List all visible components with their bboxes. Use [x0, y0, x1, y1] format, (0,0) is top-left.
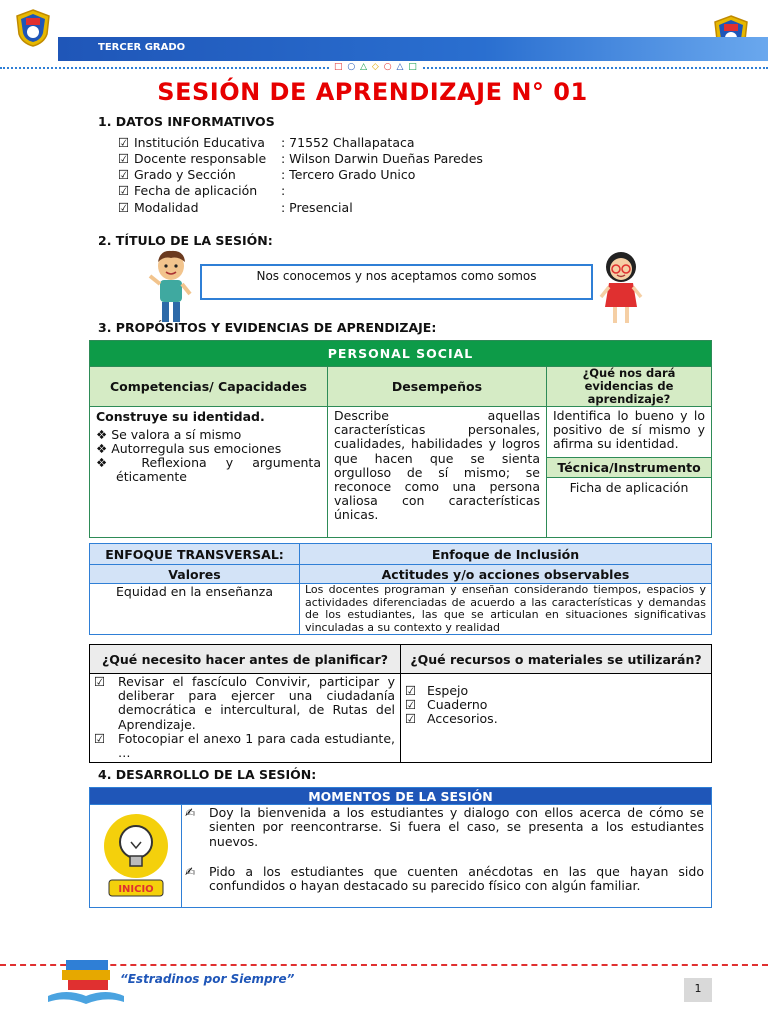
decorative-shapes: [330, 62, 422, 72]
evidencia-text: Identifica lo bueno y lo positivo de sí mismo y afirma su identidad.: [553, 408, 705, 451]
planning-table: [89, 644, 712, 763]
question-planificar: ¿Qué necesito hacer antes de planificar?: [90, 645, 401, 674]
checkbox-icon: ☑: [118, 200, 130, 215]
inicio-content: [182, 805, 712, 908]
info-row: [118, 135, 415, 150]
session-title-box: [200, 264, 593, 300]
hand-writing-icon: ✍: [185, 805, 196, 820]
diamond-bullet-icon: ❖: [96, 455, 142, 470]
shape-icon: □: [334, 62, 344, 72]
recursos-cell: [401, 674, 712, 763]
shape-icon: □: [408, 62, 418, 72]
valor-cell: Equidad en la enseñanza: [90, 584, 300, 635]
session-table: [89, 787, 712, 908]
section-heading-propositos: 3. PROPÓSITOS Y EVIDENCIAS DE APRENDIZAJE:: [98, 320, 437, 335]
desempeno-cell: Describe aquellas características personales, cualidades, habilidades y logros que hacen que se sienta orgulloso de sí mismo; se reconoce como una persona valiosa con características únicas.: [328, 407, 547, 538]
col-evidencias: ¿Qué nos dará evidencias de aprendizaje?: [547, 367, 712, 407]
info-value: : Wilson Darwin Dueñas Paredes: [281, 151, 483, 166]
list-item: ❖ Se valora a sí mismo: [96, 427, 242, 442]
info-label: Institución Educativa: [134, 135, 265, 150]
books-illustration: [46, 952, 126, 1011]
list-item: ☑ Cuaderno: [405, 697, 488, 713]
checkbox-icon: ☑: [118, 151, 130, 166]
info-value: :: [281, 183, 286, 198]
checkbox-icon: ☑: [405, 711, 417, 727]
shape-icon: ○: [383, 62, 393, 72]
checkbox-icon: ☑: [405, 697, 417, 713]
capacidades-list: [96, 428, 321, 484]
page-title: SESIÓN DE APRENDIZAJE N° 01: [157, 78, 588, 106]
section-heading-titulo: 2. TÍTULO DE LA SESIÓN:: [98, 233, 273, 248]
diamond-bullet-icon: ❖: [96, 441, 112, 456]
list-item: ✍ Doy la bienvenida a los estudiantes y dialogo con ellos acerca de cómo se sienten por reencontrarse. Si fuera el caso, se presenta a los estudiantes nuevos.: [185, 805, 704, 849]
checkbox-icon: ☑: [405, 683, 417, 698]
info-row: [118, 167, 415, 182]
list-item: ❖ Reflexiona y argumenta éticamente: [96, 455, 321, 484]
info-label: Grado y Sección: [134, 167, 236, 182]
diamond-bullet-icon: ❖: [96, 427, 112, 442]
list-item: ☑ Accesorios.: [405, 711, 498, 727]
session-title: Nos conocemos y nos aceptamos como somos: [256, 269, 537, 283]
inicio-label: INICIO: [117, 883, 154, 895]
shape-icon: ◇: [371, 62, 380, 72]
info-label: Docente responsable: [134, 151, 267, 166]
lightbulb-icon: [101, 812, 171, 898]
actitud-cell: Los docentes programan y enseñan considerando tiempos, espacios y actividades diferenciadas de acuerdo a las características y demandas de los estudiantes, las que se articulan en situaciones significativas vinculadas a su contexto y realidad: [300, 584, 712, 635]
evidencia-cell: [547, 407, 712, 538]
boy-illustration: [146, 248, 196, 329]
section-heading-datos: 1. DATOS INFORMATIVOS: [98, 114, 275, 129]
info-label: Modalidad: [134, 200, 199, 215]
info-label: Fecha de aplicación: [134, 183, 258, 198]
checkbox-icon: ☑: [94, 730, 106, 746]
checkbox-icon: ☑: [118, 135, 130, 150]
footer-slogan: “Estradinos por Siempre”: [120, 972, 295, 986]
acciones-cell: [90, 674, 401, 763]
page-number: 1: [684, 978, 712, 1002]
list-item: ✍ Pido a los estudiantes que cuenten anécdotas en las que hayan sido confundidos o hayan destacado su parecido físico con algún familiar.: [185, 863, 704, 894]
info-row: [118, 183, 285, 198]
col-competencias: Competencias/ Capacidades: [90, 367, 328, 407]
area-header: PERSONAL SOCIAL: [90, 341, 712, 367]
checkbox-icon: ☑: [94, 674, 106, 689]
valores-header: Valores: [90, 565, 300, 584]
grade-label: TERCER GRADO: [98, 42, 186, 53]
girl-illustration: [597, 249, 645, 330]
momentos-header: MOMENTOS DE LA SESIÓN: [90, 788, 712, 805]
section-heading-desarrollo: 4. DESARROLLO DE LA SESIÓN:: [98, 767, 317, 782]
shape-icon: ○: [347, 62, 357, 72]
col-desempenos: Desempeños: [328, 367, 547, 407]
enfoque-name: Enfoque de Inclusión: [300, 544, 712, 565]
competencia-name: Construye su identidad.: [96, 409, 265, 424]
list-item: ☑ Espejo: [405, 683, 469, 698]
shape-icon: △: [360, 62, 369, 72]
checkbox-icon: ☑: [118, 183, 130, 198]
hand-writing-icon: ✍: [185, 863, 196, 879]
enfoque-label: ENFOQUE TRANSVERSAL:: [90, 544, 300, 565]
info-value: : 71552 Challapataca: [281, 135, 415, 150]
tecnica-header: Técnica/Instrumento: [547, 457, 711, 478]
info-row: [118, 200, 353, 215]
tecnica-value: Ficha de aplicación: [569, 480, 689, 495]
inicio-cell: [90, 805, 182, 908]
competencia-cell: [90, 407, 328, 538]
school-logo-left: [14, 8, 52, 48]
enfoque-table: [89, 543, 712, 635]
info-row: [118, 151, 483, 166]
actitudes-header: Actitudes y/o acciones observables: [300, 565, 712, 584]
purposes-table: [89, 340, 712, 538]
info-value: : Tercero Grado Unico: [281, 167, 416, 182]
list-item: ❖ Autorregula sus emociones: [96, 441, 282, 456]
shape-icon: △: [396, 62, 405, 72]
checkbox-icon: ☑: [118, 167, 130, 182]
question-recursos: ¿Qué recursos o materiales se utilizarán?: [401, 645, 712, 674]
info-value: : Presencial: [281, 200, 353, 215]
header-bar: [58, 37, 768, 61]
list-item: ☑ Fotocopiar el anexo 1 para cada estudiante, …: [94, 730, 395, 761]
list-item: ☑ Revisar el fascículo Convivir, participar y deliberar para ejercer una ciudadanía democrática e intercultural, de Rutas del Aprendizaje.: [94, 674, 395, 732]
